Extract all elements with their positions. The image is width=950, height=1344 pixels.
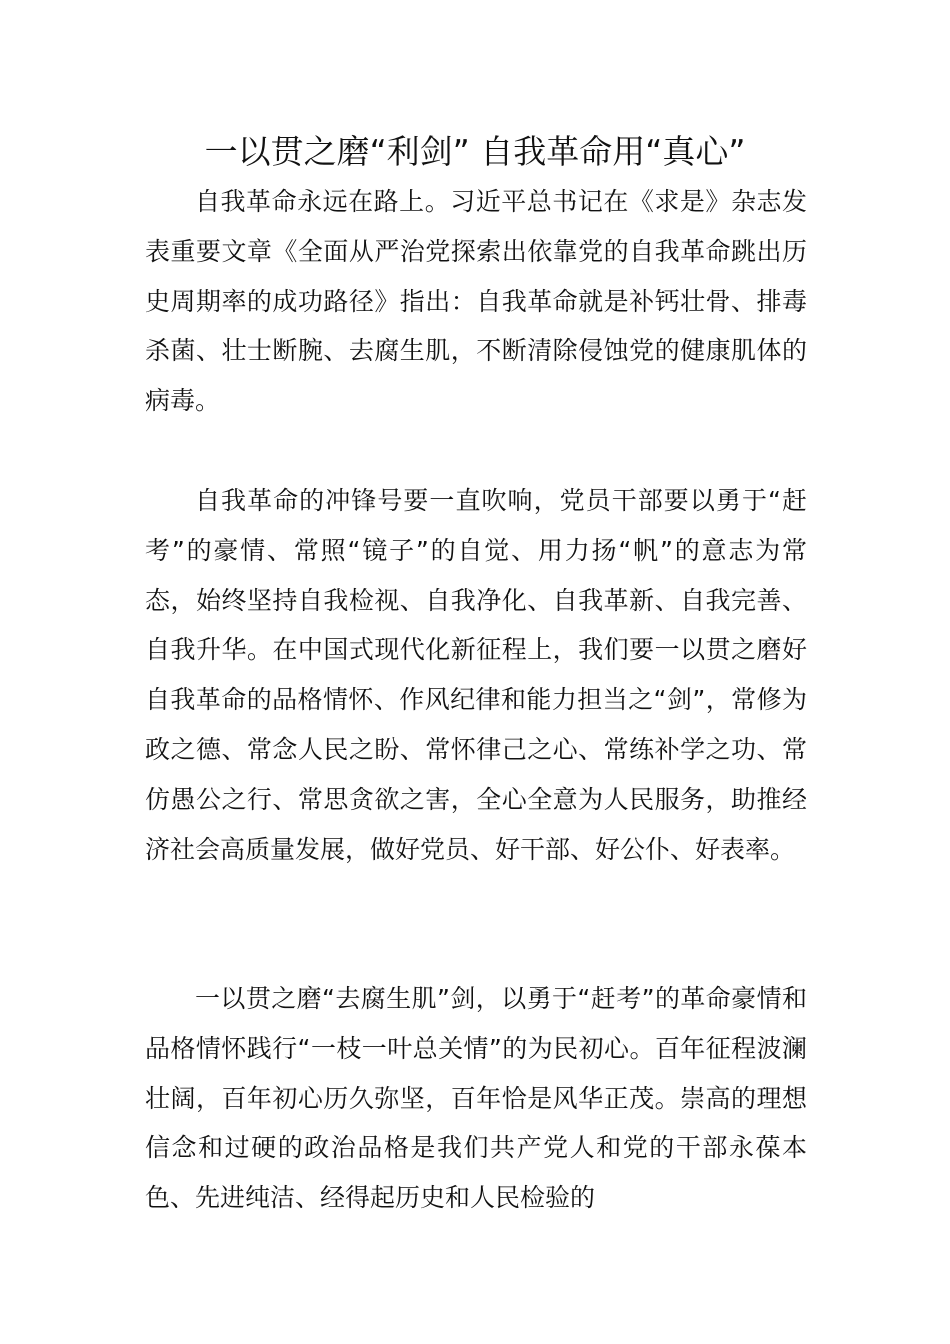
paragraph-2: 自我革命的冲锋号要一直吹响，党员干部要以勇于“赶考”的豪情、常照“镜子”的自觉、用力扬“帆”的意志为常态，始终坚持自我检视、自我净化、自我革新、自我完善、自我升华。在中国式现代化新征程上，我们要一以贯之磨好自我革命的品格情怀、作风纪律和能力担当之“剑”，常修为政之德、常念人民之盼、常怀律己之心、常练补学之功、常仿愚公之行、常思贪欲之害，全心全意为人民服务，助推经济社会高质量发展，做好党员、好干部、好公仆、好表率。 — [145, 486, 807, 864]
document-title: 一以贯之磨“利剑” 自我革命用“真心” — [204, 132, 746, 171]
paragraph-3: 一以贯之磨“去腐生肌”剑，以勇于“赶考”的革命豪情和品格情怀践行“一枝一叶总关情”的为民初心。百年征程波澜壮阔，百年初心历久弥坚，百年恰是风华正茂。崇高的理想信念和过硬的政治品格是我们共产党人和党的干部永葆本色、先进纯洁、经得起历史和人民检验的 — [145, 984, 807, 1213]
paragraph-1: 自我革命永远在路上。习近平总书记在《求是》杂志发表重要文章《全面从严治党探索出依靠党的自我革命跳出历史周期率的成功路径》指出：自我革命就是补钙壮骨、排毒杀菌、壮士断腕、去腐生肌，不断清除侵蚀党的健康肌体的病毒。 — [145, 187, 807, 416]
